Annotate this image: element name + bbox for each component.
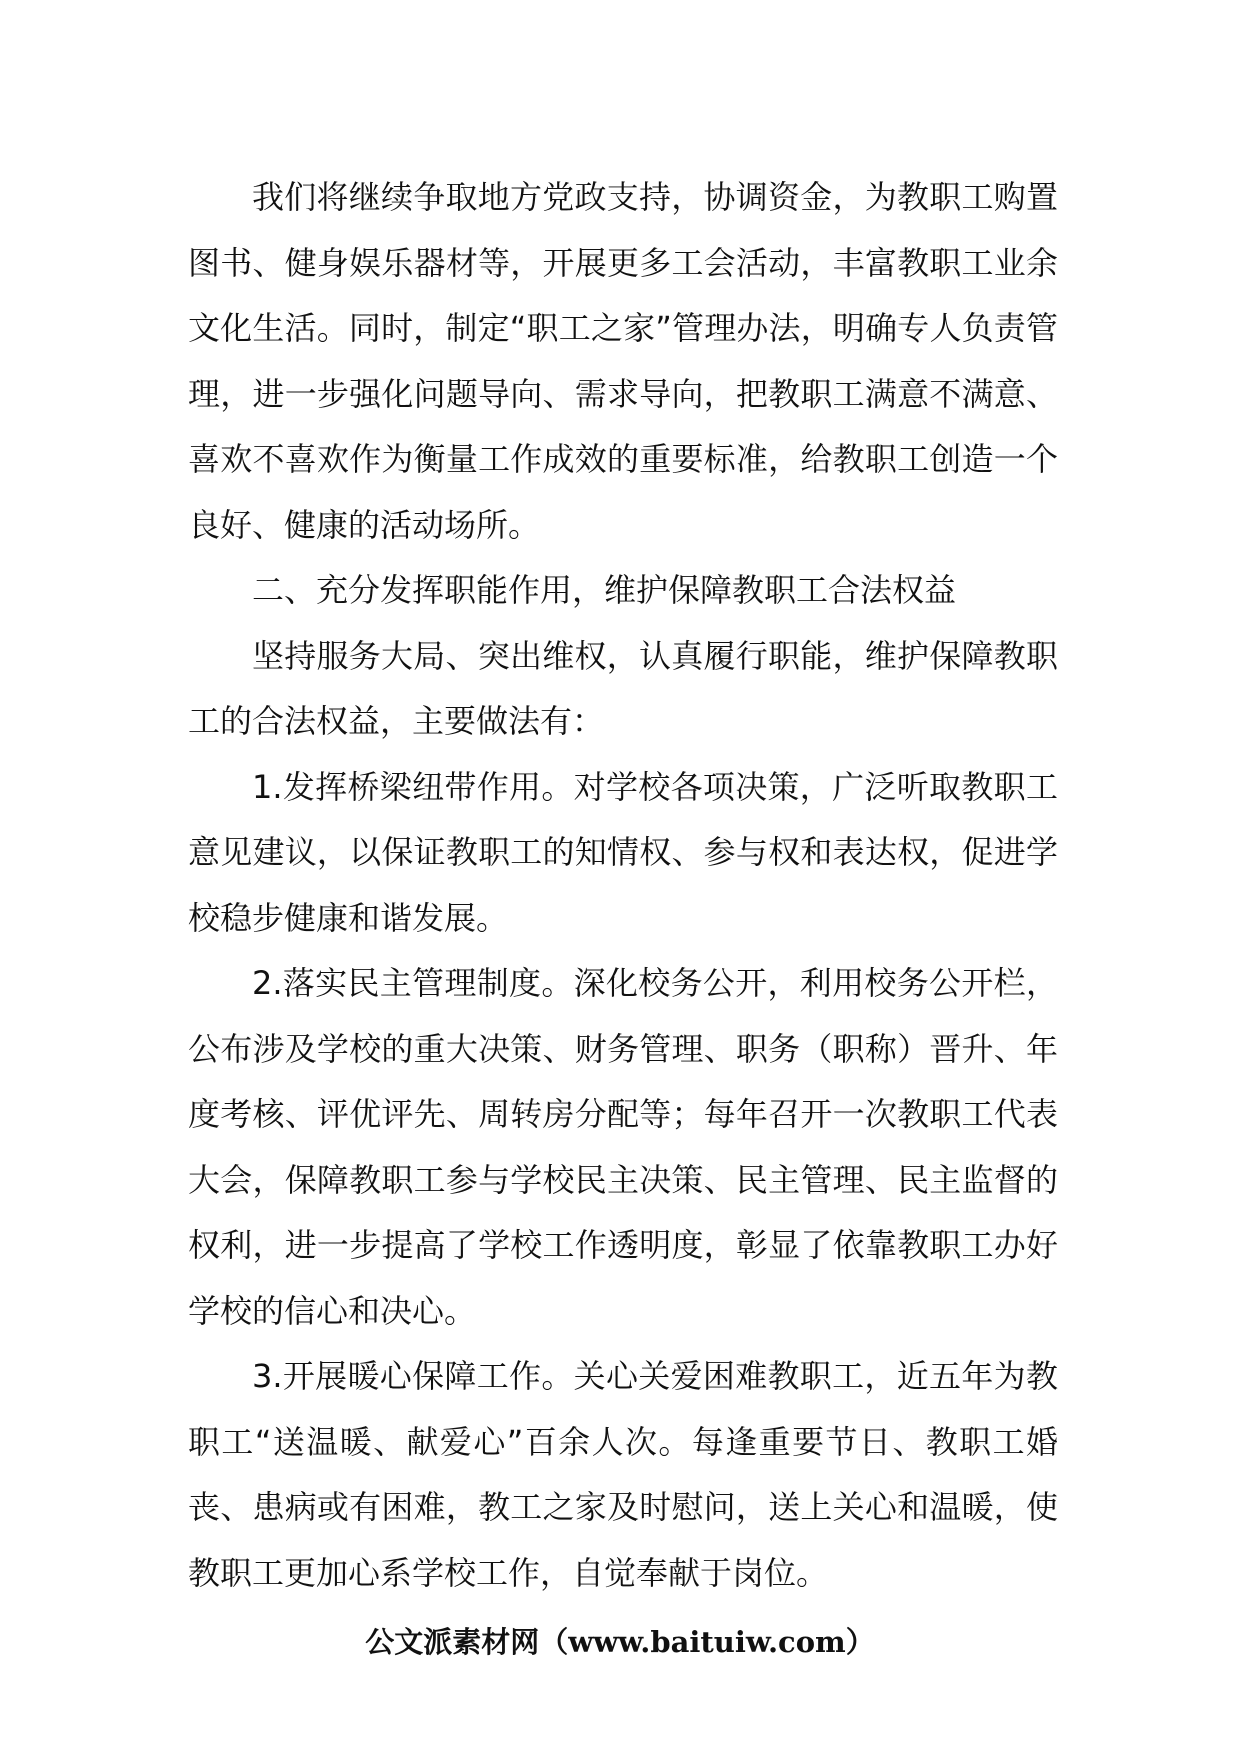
paragraph-item-3: 3.开展暖心保障工作。关心关爱困难教职工，近五年为教职工“送温暖、献爱心”百余人次。每逢重要节日、教职工婚丧、患病或有困难，教工之家及时慰问，送上关心和温暖，使教职工更加心系学校工作，自觉奉献于岗位。 bbox=[188, 1357, 1058, 1592]
section-heading-2: 二、充分发挥职能作用，维护保障教职工合法权益 bbox=[252, 571, 957, 609]
paragraph-rights-intro: 坚持服务大局、突出维权，认真履行职能，维护保障教职工的合法权益，主要做法有： bbox=[188, 636, 1058, 740]
paragraph-item-2: 2.落实民主管理制度。深化校务公开，利用校务公开栏，公布涉及学校的重大决策、财务管理、职务（职称）晋升、年度考核、评优评先、周转房分配等；每年召开一次教职工代表大会，保障教职工参与学校民主决策、民主管理、民主监督的权利，进一步提高了学校工作透明度，彰显了依靠教职工办好学校的信心和决心。 bbox=[188, 964, 1058, 1330]
paragraph-support-funding: 我们将继续争取地方党政支持，协调资金，为教职工购置图书、健身娱乐器材等，开展更多工会活动，丰富教职工业余文化生活。同时，制定“职工之家”管理办法，明确专人负责管理，进一步强化问题导向、需求导向，把教职工满意不满意、喜欢不喜欢作为衡量工作成效的重要标准，给教职工创造一个良好、健康的活动场所。 bbox=[188, 178, 1058, 544]
document-body bbox=[188, 165, 1058, 1606]
paragraph-item-1: 1.发挥桥梁纽带作用。对学校各项决策，广泛听取教职工意见建议，以保证教职工的知情权、参与权和表达权，促进学校稳步健康和谐发展。 bbox=[188, 767, 1058, 937]
footer-watermark: 公文派素材网（www.baituiw.com） bbox=[365, 1625, 875, 1659]
